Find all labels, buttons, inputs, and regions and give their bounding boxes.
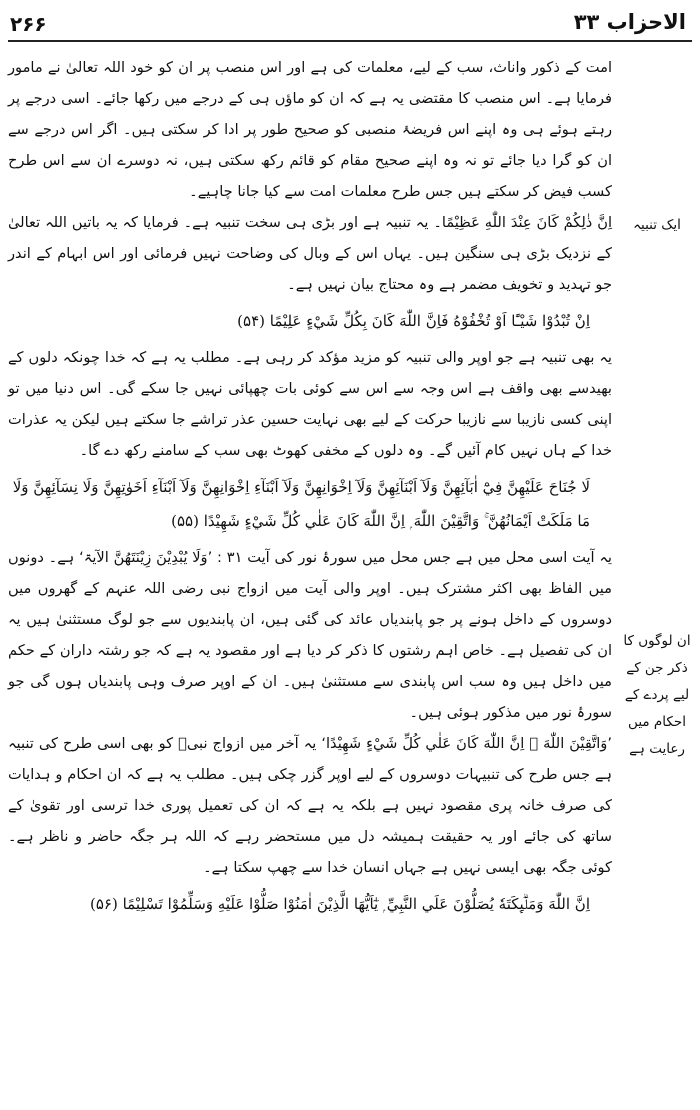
quran-verse-54: اِنْ تُبْدُوْا شَيْـًٔا اَوْ تُخْفُوْهُ فَاِنَّ اللّٰهَ كَانَ بِكُلِّ شَيْءٍ عَلِيْمًا (۵۴) — [237, 312, 590, 330]
margin-note-exemptions: ان لوگوں کا ذکر جن کے لیے پردے کے احکام میں رعایت ہے — [623, 633, 691, 757]
paragraph-5: ’وَاتَّقِيْنَ اللّٰهَ ۭ اِنَّ اللّٰهَ كَانَ عَلٰي كُلِّ شَيْءٍ شَهِيْدًا‘ یہ آخر میں ازواج نبیؐ کو بھی اسی طرح کی تنبیہ ہے جس طرح کی تنبیہات دوسروں کے لیے اوپر گزر چکی ہیں۔ مطلب یہ ہے کہ ان احکام و ہدایات کی صرف خانہ پری مقصود نہیں ہے بلکہ یہ ہے کہ ان کی تعمیل پوری خدا ترسی اور تقویٰ کے ساتھ کی جائے اور یہ حقیقت ہمیشہ دل میں مستحضر رہے کہ اللہ ہر جگہ حاضر و ناظر ہے۔ کوئی جگہ بھی ایسی نہیں ہے جہاں انسان خدا سے چھپ سکتا ہے۔ — [8, 735, 612, 876]
paragraph-3: یہ بھی تنبیہ ہے جو اوپر والی تنبیہ کو مزید مؤکد کر رہی ہے۔ مطلب یہ ہے کہ خدا چونکہ دلوں کے بھیدسے بھی واقف ہے اس وجہ سے اس سے کوئی بات چھپائی نہیں جا سکے گی۔ اس دنیا میں تو اپنی کسی نازیبا سے نازیبا حرکت کے لیے بھی نہایت حسین عذر تراشے جا سکتے ہیں لیکن یہ عذرات خدا کے ہاں نہیں کام آئیں گے۔ وہ دلوں کے مخفی کھوٹ بھی سب کے سامنے رکھ دے گا۔ — [8, 349, 612, 459]
paragraph-1: امت کے ذکور واناث، سب کے لیے، معلمات کی ہے اور اس منصب پر ان کو خود اللہ تعالیٰ نے مامور فرمایا ہے۔ اس منصب کا مقتضی یہ ہے کہ ان کو ماؤں ہی کے درجے میں رکھا جائے۔ اسی درجے پر رہتے ہوئے ہی وہ اپنے اس فریضۂ منصبی کو صحیح طور پر ادا کر سکتی ہیں۔ اگر اس درجے سے ان کو گرا دیا جائے تو نہ وہ اپنے صحیح مقام کو قائم رکھ سکتی ہیں، نہ دوسرے ان سے اس طرح کسب فیض کر سکتے ہیں جس طرح معلمات امت سے کیا جانا چاہیے۔ — [8, 59, 613, 200]
header-rule — [8, 40, 692, 42]
page-header — [10, 6, 686, 40]
surah-title: الاحزاب ۳۳ — [573, 10, 686, 34]
page-number: ۲۶۶ — [10, 12, 47, 36]
quran-verse-56: اِنَّ اللّٰهَ وَمَلٰۗىِٕكَتَهٗ يُصَلُّوْنَ عَلَي النَّبِيِّ ۭ يٰٓاَيُّهَا الَّذِيْنَ اٰمَنُوْا صَلُّوْا عَلَيْهِ وَسَلِّمُوْا تَسْلِيْمًا (۵۶) — [90, 895, 590, 913]
paragraph-2: اِنَّ ذٰلِكُمْ كَانَ عِنْدَ اللّٰهِ عَظِيْمًا۔ یہ تنبیہ ہے اور بڑی ہی سخت تنبیہ ہے۔ فرمایا کہ یہ باتیں اللہ تعالیٰ کے نزدیک بڑی ہی سنگین ہیں۔ یہاں اس کے وبال کی وضاحت نہیں فرمائی اور اس ابہام کے اندر جو تہدید و تخویف مضمر ہے وہ محتاج بیان نہیں ہے۔ — [8, 214, 612, 293]
main-text-column — [8, 52, 612, 925]
paragraph-4: یہ آیت اسی محل میں ہے جس محل میں سورۂ نور کی آیت ۳۱ : ’وَلَا يُبْدِيْنَ زِيْنَتَهُنَّ الآیۃ‘ ہے۔ دونوں میں الفاظ بھی اکثر مشترک ہیں۔ اوپر والی آیت میں ازواج نبی رضی اللہ عنہم کے گھروں میں دوسروں کے داخل ہونے پر جو پابندیاں عائد کی گئی ہیں، ان پابندیوں سے جو لوگ مستثنیٰ ہیں یہ ان کی تفصیل ہے۔ خاص اہم رشتوں کا ذکر کر دیا ہے اور مقصود یہ ہے کہ جو رشتہ داران کے حکم میں داخل ہیں وہ سب اس پابندی سے مستثنیٰ ہیں۔ ان کے اوپر صرف وہی پابندیاں ہوں گی جو سورۂ نور میں مذکور ہوئی ہیں۔ — [8, 549, 612, 721]
margin-note-warning: ایک تنبیہ — [633, 217, 681, 233]
quran-verse-55: لَا جُنَاحَ عَلَيْهِنَّ فِيْٓ اٰبَآئِهِنَّ وَلَآ اَبْنَآئِهِنَّ وَلَآ اِخْوَانِهِنَّ وَلَآ اَبْنَآءِ اِخْوَانِهِنَّ وَلَآ اَبْنَآءِ اَخَوٰتِهِنَّ وَلَا نِسَآئِهِنَّ وَلَا مَا مَلَكَتْ اَيْمَانُهُنَّ ۚ وَاتَّقِيْنَ اللّٰهَ ۭ اِنَّ اللّٰهَ كَانَ عَلٰي كُلِّ شَيْءٍ شَهِيْدًا (۵۵) — [12, 478, 590, 530]
